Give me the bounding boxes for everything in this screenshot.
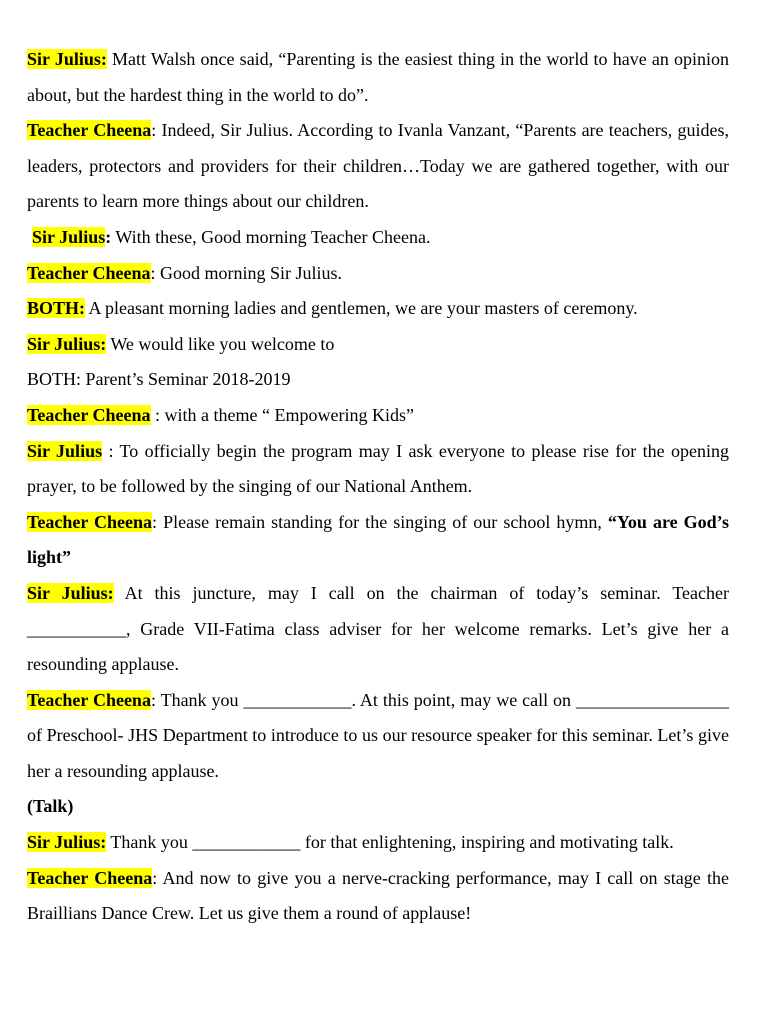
dialogue-text: Matt Walsh once said, “Parenting is the easiest thing in the world to have an opinion about, but the hardest thing in the world to do”.: [27, 49, 729, 105]
document-page: [27, 42, 729, 932]
speaker-label: Teacher Cheena: [27, 689, 151, 710]
dialogue-text: : Thank you ____________. At this point, may we call on _________________ of Preschool- JHS Department to introduce to us our resource speaker for this seminar. Let’s give her a resounding applause.: [27, 689, 730, 781]
script-line-1: [27, 42, 729, 113]
dialogue-text: Thank you ____________ for that enlightening, inspiring and motivating talk.: [106, 832, 674, 853]
dialogue-text: : Indeed, Sir Julius. According to Ivanla Vanzant, “Parents are teachers, guides, leaders, protectors and providers for their children…Today we are gathered together, with our parents to learn more things about our children.: [27, 120, 729, 212]
script-line-10: [27, 505, 729, 576]
speaker-label: Teacher Cheena: [27, 120, 152, 141]
script-line-11: [27, 576, 729, 683]
script-line-2: [27, 113, 729, 220]
dialogue-text: A pleasant morning ladies and gentlemen, we are your masters of ceremony.: [85, 298, 638, 319]
hymn-title: “You are God’s light”: [27, 511, 729, 568]
speaker-label: Teacher Cheena: [27, 262, 151, 283]
dialogue-text: : And now to give you a nerve-cracking performance, may I call on stage the Braillians Dance Crew. Let us give them a round of applause!: [27, 867, 730, 924]
dialogue-text: At this juncture, may I call on the chairman of today’s seminar. Teacher ___________, Grade VII-Fatima class adviser for her welcome remarks. Let’s give her a resounding applause.: [27, 582, 730, 675]
speaker-label: Sir Julius: [27, 440, 103, 461]
speaker-label: Teacher Cheena: [27, 404, 151, 425]
dialogue-text: With these, Good morning Teacher Cheena.: [111, 226, 431, 247]
script-line-4: [27, 256, 729, 292]
speaker-label: BOTH:: [27, 298, 86, 319]
script-line-3: [27, 220, 729, 256]
script-line-14: [27, 825, 729, 861]
script-line-12: [27, 683, 729, 790]
speaker-label: Sir Julius:: [27, 49, 107, 69]
stage-direction: (Talk): [27, 796, 74, 817]
dialogue-text: : Please remain standing for the singing of our school hymn,: [152, 511, 608, 532]
dialogue-text: BOTH: Parent’s Seminar 2018-2019: [27, 369, 291, 390]
script-line-8: [27, 398, 729, 434]
speaker-label: Sir Julius:: [27, 832, 107, 853]
dialogue-text: : Good morning Sir Julius.: [150, 262, 343, 283]
speaker-label: Sir Julius:: [27, 333, 107, 354]
script-line-15: [27, 861, 729, 932]
dialogue-text: : To officially begin the program may I ask everyone to please rise for the opening prayer, to be followed by the singing of our National Anthem.: [27, 440, 729, 497]
script-line-6: [27, 327, 729, 363]
speaker-label: Sir Julius:: [27, 582, 114, 603]
script-line-5: [27, 291, 729, 327]
speaker-label: Teacher Cheena: [27, 867, 153, 888]
speaker-label: Sir Julius: [32, 226, 106, 247]
dialogue-text: We would like you welcome to: [106, 333, 335, 354]
dialogue-text: : with a theme “ Empowering Kids”: [150, 404, 414, 425]
speaker-colon: :: [105, 226, 112, 247]
script-line-7: [27, 362, 729, 398]
speaker-label: Teacher Cheena: [27, 511, 153, 532]
script-line-9: [27, 434, 729, 505]
script-line-13: [27, 789, 729, 825]
